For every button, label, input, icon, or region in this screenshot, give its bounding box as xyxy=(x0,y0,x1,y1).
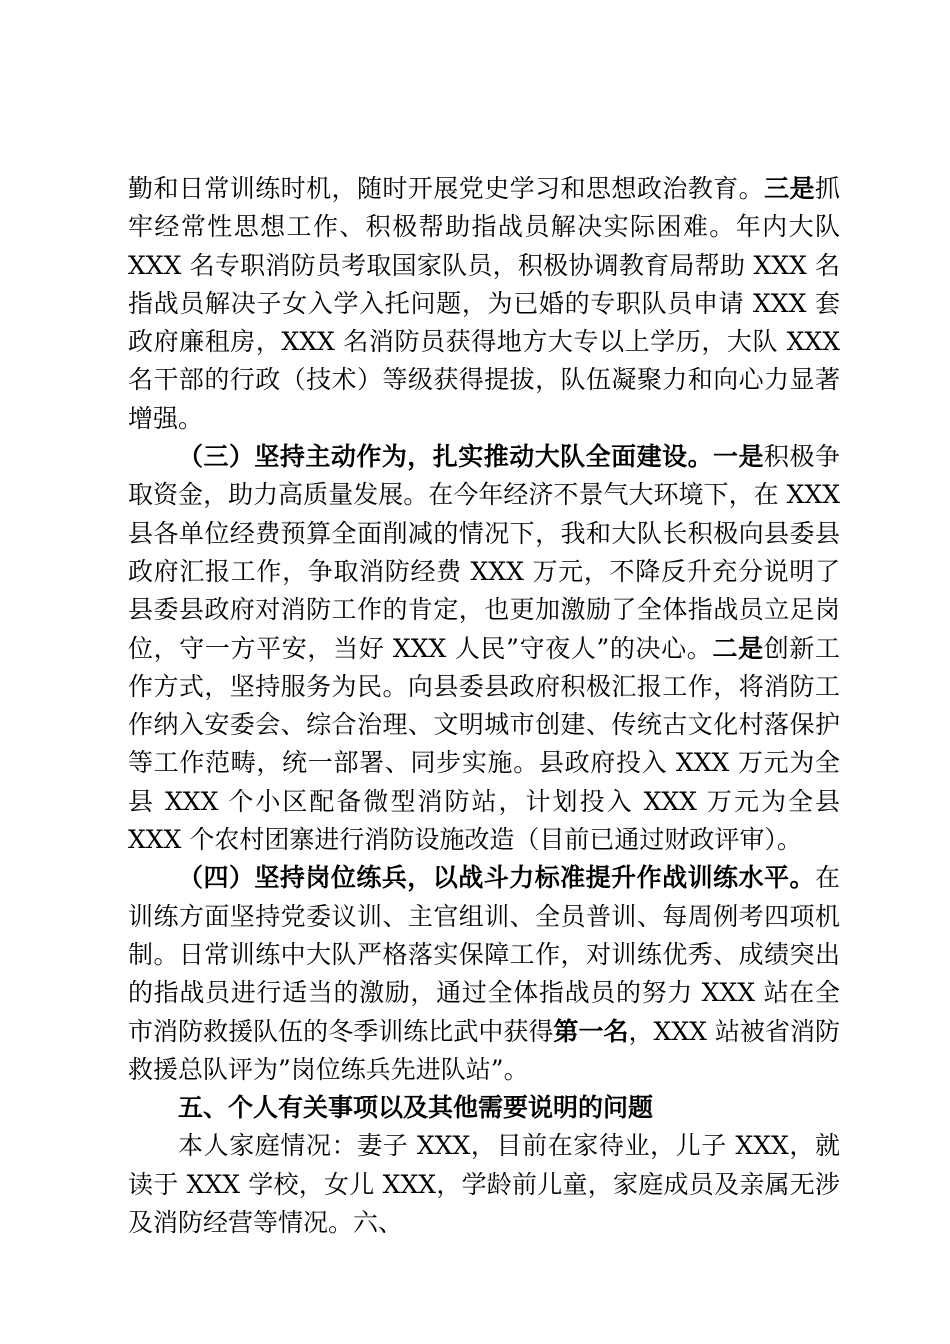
paragraph-text: 抓牢经常性思想工作、积极帮助指战员解决实际困难。年内大队 XXX 名专职消防员考取国家队员，积极协调教育局帮助 XXX 名指战员解决子女入学入托问题，为已婚的专职队员申请 XXX 套政府廉租房，XXX 名消防员获得地方大专以上学历，大队 XXX 名干部的行政（技术）等级获得提拔，队伍凝聚力和向心力显著增强。 xyxy=(128,174,840,433)
bold-marker-ershi: 二是 xyxy=(712,633,764,663)
section-5-heading: 五、个人有关事项以及其他需要说明的问题 xyxy=(178,1093,654,1123)
bold-marker-yishi: 一是 xyxy=(713,442,765,472)
section-3-paragraph xyxy=(128,438,840,859)
bold-first-place: 第一名 xyxy=(553,1016,629,1046)
paragraph-text: 勤和日常训练时机，随时开展党史学习和思想政治教育。 xyxy=(128,174,765,203)
paragraph-text: 在训练方面坚持党委议训、主官组训、全员普训、每周例考四项机制。日常训练中大队严格落实保障工作，对训练优秀、成绩突出的指战员进行适当的激励，通过全体指战员的努力 XXX 站在全市消防救援队伍的冬季训练比武中获得 xyxy=(128,863,840,1046)
section-5-paragraph: 本人家庭情况：妻子 XXX，目前在家待业，儿子 XXX，就读于 XXX 学校，女儿 XXX，学龄前儿童，家庭成员及亲属无涉及消防经营等情况。六、 xyxy=(128,1131,840,1238)
paragraph-2-continuation xyxy=(128,170,840,438)
paragraph-text: 创新工作方式，坚持服务为民。向县委县政府积极汇报工作，将消防工作纳入安委会、综合治理、文明城市创建、传统古文化村落保护等工作范畴，统一部署、同步实施。县政府投入 XXX 万元为全县 XXX 个小区配备微型消防站，计划投入 XXX 万元为全县 XXX 个农村团寨进行消防设施改造（目前已通过财政评审）。 xyxy=(128,633,840,855)
bold-marker-sanshi: 三是 xyxy=(764,174,815,203)
section-4-paragraph xyxy=(128,859,840,1089)
section-4-heading: （四）坚持岗位练兵，以战斗力标准提升作战训练水平。 xyxy=(178,863,815,893)
paragraph-text: ，XXX 站被省消防救援总队评为”岗位练兵先进队站”。 xyxy=(128,1016,840,1084)
document-body xyxy=(128,170,840,1242)
section-3-heading: （三）坚持主动作为，扎实推动大队全面建设。 xyxy=(178,442,714,472)
paragraph-text: 积极争取资金，助力高质量发展。在今年经济不景气大环境下，在 XXX 县各单位经费预算全面削减的情况下，我和大队长积极向县委县政府汇报工作，争取消防经费 XXX 万元，不降反升充分说明了县委县政府对消防工作的肯定，也更加激励了全体指战员立足岗位，守一方平安，当好 XXX 人民”守夜人”的决心。 xyxy=(128,442,840,663)
